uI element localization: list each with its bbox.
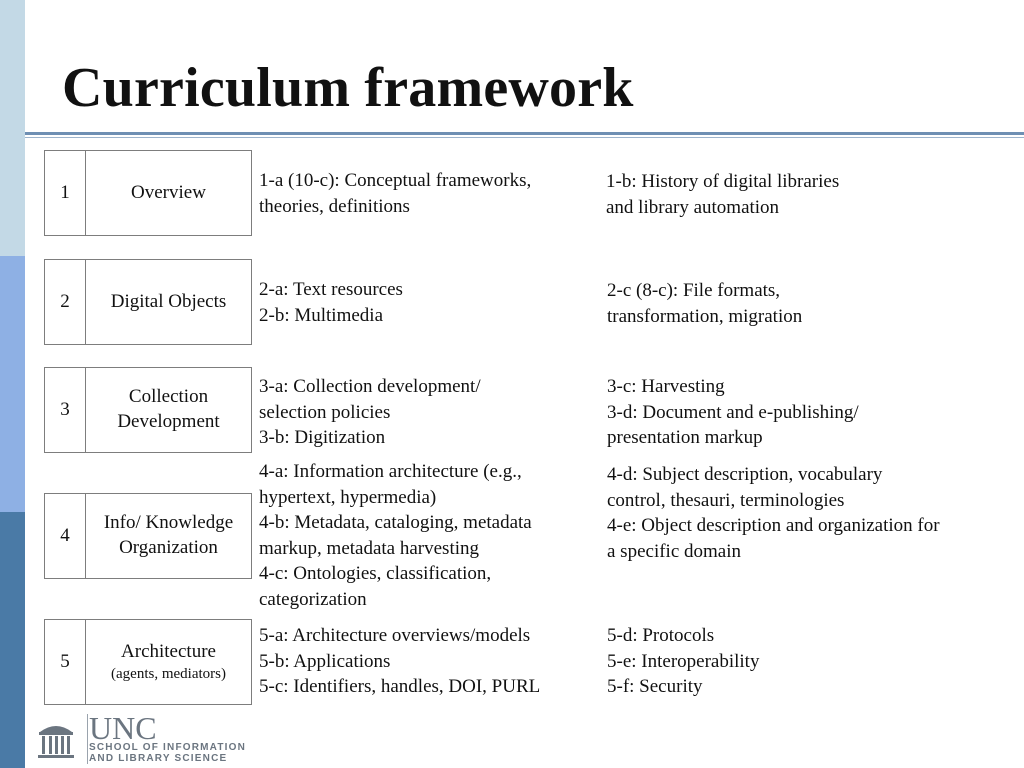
row-name-line: Organization [119, 537, 218, 558]
topic-line: 5-b: Applications [259, 650, 391, 672]
topic-line: 4-c: Ontologies, classification, [259, 563, 492, 585]
row-name-line: Overview [131, 181, 206, 203]
row-5-column-a [259, 623, 540, 700]
logo-wordmark: UNC [89, 710, 157, 746]
topic-line: selection policies [259, 401, 391, 423]
topic-line: 5-f: Security [607, 676, 703, 698]
row-name-subtitle: (agents, mediators) [111, 665, 226, 682]
row-5-column-b [607, 623, 759, 700]
title-rule [25, 132, 1024, 135]
row-3-column-b [607, 374, 859, 451]
topic-line: 1-a (10-c): Conceptual frameworks, [259, 170, 532, 191]
row-1-column-a [259, 168, 531, 219]
topic-line: 4-d: Subject description, vocabulary [607, 464, 883, 485]
row-number-text: 5 [60, 650, 70, 672]
topic-line: 3-d: Document and e-publishing/ [607, 401, 859, 423]
logo-subtitle-line: SCHOOL OF INFORMATION [89, 742, 247, 753]
topic-line: control, thesauri, terminologies [607, 489, 845, 511]
row-name-digital-objects [85, 259, 252, 345]
topic-line: 2-c (8-c): File formats, [607, 280, 781, 301]
row-name-line: Digital Objects [110, 290, 227, 312]
topic-line: 4-b: Metadata, cataloging, metadata [259, 512, 532, 534]
topic-line: and library automation [606, 196, 780, 218]
topic-line: theories, definitions [259, 195, 410, 217]
row-number-5 [44, 619, 86, 705]
row-number-text: 2 [60, 290, 70, 312]
row-number-4 [44, 493, 86, 579]
row-name-architecture [85, 619, 252, 705]
row-2-column-a [259, 277, 403, 328]
row-name-line: Collection [128, 386, 209, 408]
row-3-column-a [259, 374, 481, 451]
logo-subtitle-line: AND LIBRARY SCIENCE [89, 753, 228, 764]
topic-line: a specific domain [607, 540, 742, 562]
row-4-column-b [607, 462, 940, 564]
topic-line: transformation, migration [607, 305, 803, 327]
row-number-text: 3 [60, 398, 70, 420]
side-band-medium [0, 256, 25, 512]
row-name-line: Info/ Knowledge [103, 512, 234, 534]
old-well-icon [36, 718, 76, 762]
logo-divider [87, 714, 88, 764]
topic-line: 3-c: Harvesting [607, 376, 725, 397]
topic-line: 3-b: Digitization [259, 427, 386, 449]
title-rule-thin [25, 137, 1024, 138]
topic-line: 4-a: Information architecture (e.g., [259, 461, 522, 482]
row-number-3 [44, 367, 86, 453]
topic-line: 5-a: Architecture overviews/models [259, 625, 531, 646]
row-number-text: 4 [60, 524, 70, 546]
row-name-collection-development [85, 367, 252, 453]
row-1-column-b [606, 169, 839, 220]
topic-line: hypertext, hypermedia) [259, 486, 437, 508]
row-name-line: Architecture [121, 640, 216, 662]
topic-line: 5-c: Identifiers, handles, DOI, PURL [259, 676, 541, 698]
row-name-line: Development [117, 411, 220, 432]
side-band-light [0, 0, 25, 256]
topic-line: 5-e: Interoperability [607, 650, 760, 672]
row-name-info-knowledge-organization [85, 493, 252, 579]
topic-line: 2-b: Multimedia [259, 304, 384, 326]
unc-sils-logo [32, 712, 252, 768]
topic-line: 5-d: Protocols [607, 625, 715, 646]
row-4-column-a [259, 459, 532, 613]
topic-line: markup, metadata harvesting [259, 537, 480, 559]
topic-line: categorization [259, 588, 367, 610]
topic-line: presentation markup [607, 427, 763, 449]
topic-line: 3-a: Collection development/ [259, 376, 481, 397]
side-band-dark [0, 512, 25, 768]
slide-title: Curriculum framework [62, 57, 634, 119]
topic-line: 2-a: Text resources [259, 279, 403, 300]
row-2-column-b [607, 278, 802, 329]
topic-line: 4-e: Object description and organization for [607, 515, 940, 537]
row-number-1 [44, 150, 86, 236]
row-name-overview [85, 150, 252, 236]
logo-subtitle [89, 742, 246, 764]
row-number-2 [44, 259, 86, 345]
row-number-text: 1 [60, 181, 70, 203]
topic-line: 1-b: History of digital libraries [606, 171, 840, 192]
